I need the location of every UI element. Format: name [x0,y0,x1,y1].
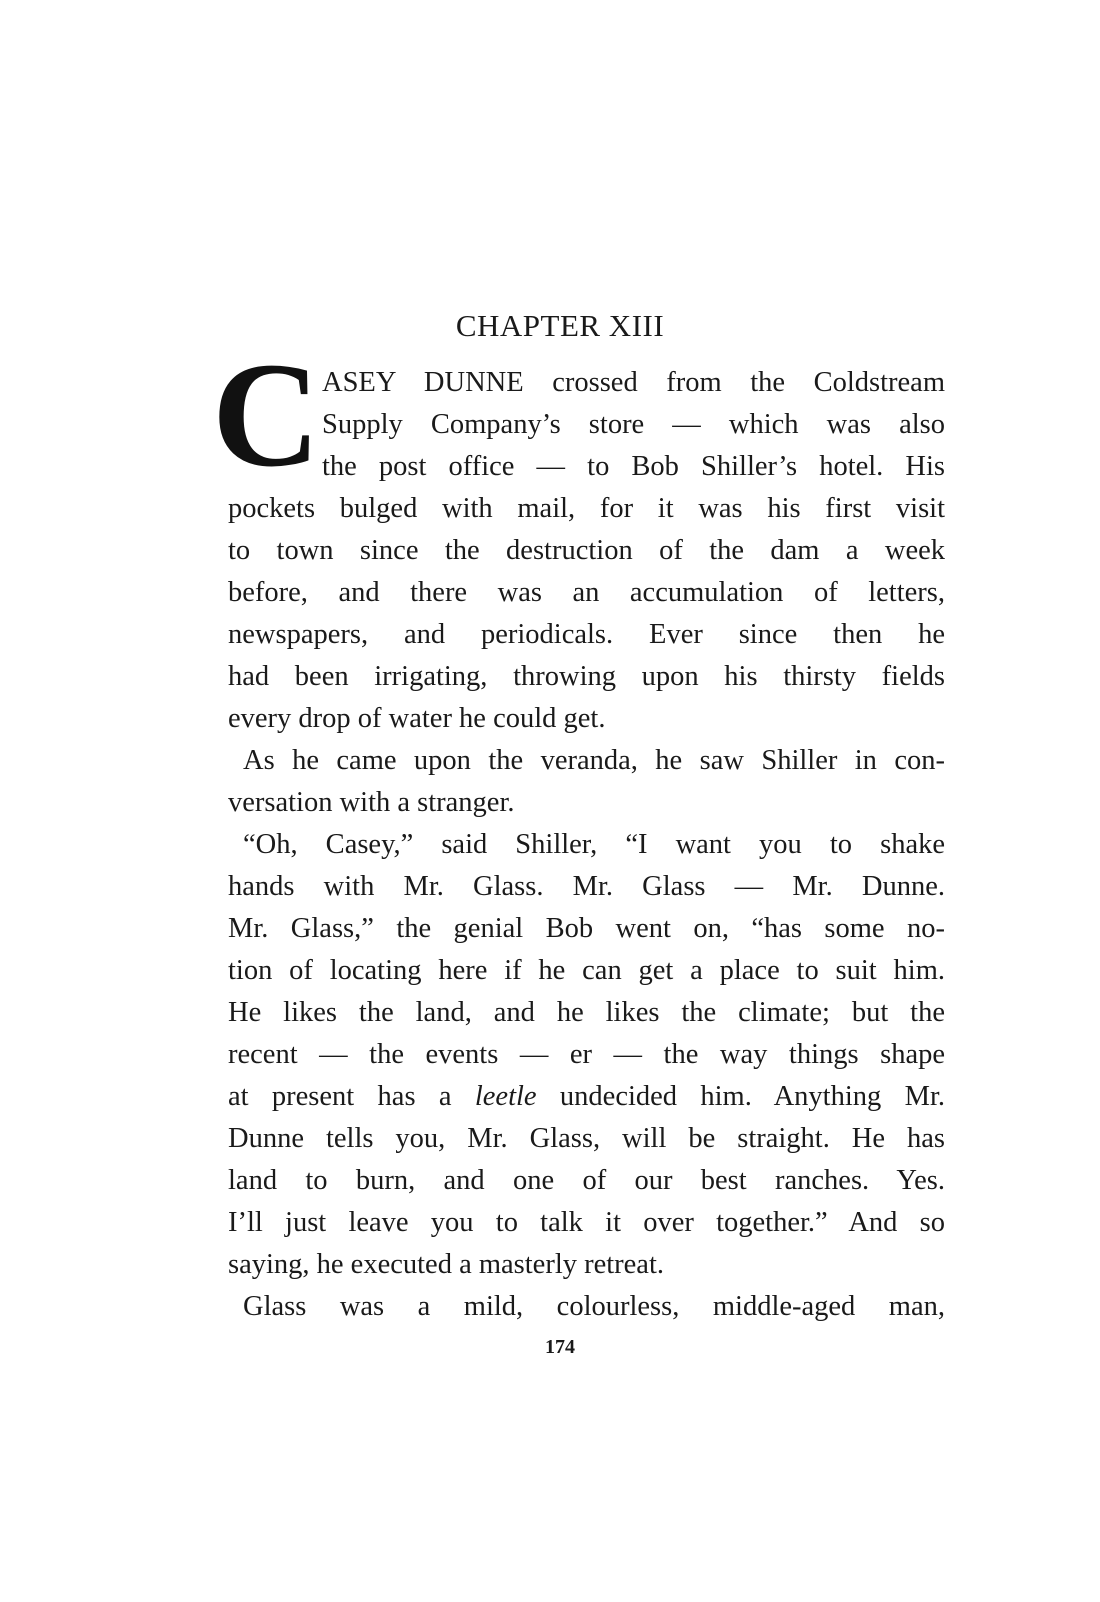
text-line: to town since the destruction of the dam a week [228,535,945,566]
text-line: He likes the land, and he likes the climate; but the [228,997,945,1028]
text-line: versation with a stranger. [228,787,515,818]
text-line: ASEY DUNNE crossed from the Coldstream [322,367,945,398]
text-line: the post office — to Bob Shiller’s hotel. His [322,451,945,482]
text-line: I’ll just leave you to talk it over together.” And so [228,1207,945,1238]
text-line: hands with Mr. Glass. Mr. Glass — Mr. Dunne. [228,871,945,902]
text-line: recent — the events — er — the way things shape [228,1039,945,1070]
text-line: Glass was a mild, colourless, middle-aged man, [243,1291,945,1322]
text-line: before, and there was an accumulation of letters, [228,577,945,608]
text-line: Dunne tells you, Mr. Glass, will be straight. He has [228,1123,945,1154]
text-line: Mr. Glass,” the genial Bob went on, “has some no- [228,913,945,944]
text-segment: undecided him. Anything Mr. [536,1081,945,1112]
text-line: newspapers, and periodicals. Ever since then he [228,619,945,650]
text-line: land to burn, and one of our best ranches. Yes. [228,1165,945,1196]
chapter-heading: CHAPTER XIII [455,308,665,343]
text-segment: at present has a [228,1081,475,1112]
drop-cap: C [212,332,321,498]
text-line: “Oh, Casey,” said Shiller, “I want you to shake [243,829,945,860]
text-line: Supply Company’s store — which was also [322,409,945,440]
text-line: tion of locating here if he can get a place to suit him. [228,955,945,986]
text-line: As he came upon the veranda, he saw Shiller in con- [243,745,945,776]
text-line [228,1080,945,1114]
text-line: every drop of water he could get. [228,703,606,734]
text-line: saying, he executed a masterly retreat. [228,1249,665,1280]
italic-word: leetle [474,1081,537,1112]
page-number: 174 [545,1336,575,1358]
text-line: had been irrigating, throwing upon his thirsty fields [228,661,945,692]
text-line: pockets bulged with mail, for it was his first visit [228,493,945,524]
